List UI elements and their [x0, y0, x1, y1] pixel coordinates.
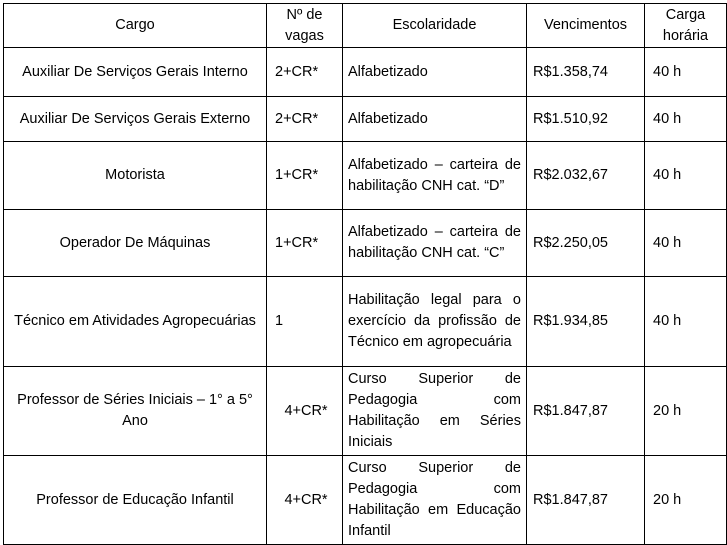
table-row: [4, 142, 727, 210]
header-vencimentos: Vencimentos: [527, 4, 645, 48]
cell-vagas: 1+CR*: [267, 210, 343, 277]
table-row: [4, 48, 727, 97]
cell-carga: 40 h: [645, 97, 727, 142]
cell-escolaridade: Alfabetizado: [343, 48, 527, 97]
cell-vencimentos: R$1.510,92: [527, 97, 645, 142]
cell-vagas: 1: [267, 277, 343, 367]
cell-carga: 40 h: [645, 48, 727, 97]
cell-cargo: Auxiliar De Serviços Gerais Interno: [4, 48, 267, 97]
cell-vagas: 2+CR*: [267, 97, 343, 142]
cell-vagas: 2+CR*: [267, 48, 343, 97]
cell-carga: 40 h: [645, 277, 727, 367]
cell-escolaridade: Habilitação legal para o exercício da profissão de Técnico em agropecuária: [343, 277, 527, 367]
header-carga: Carga horária: [645, 4, 727, 48]
table-row: [4, 367, 727, 456]
cell-vagas: 4+CR*: [267, 367, 343, 456]
cell-escolaridade: Alfabetizado – carteira de habilitação CNH cat. “C”: [343, 210, 527, 277]
header-cargo: Cargo: [4, 4, 267, 48]
table-row: [4, 456, 727, 545]
header-escolaridade: Escolaridade: [343, 4, 527, 48]
cell-cargo: Professor de Educação Infantil: [4, 456, 267, 545]
cell-cargo: Auxiliar De Serviços Gerais Externo: [4, 97, 267, 142]
cell-cargo: Motorista: [4, 142, 267, 210]
cell-escolaridade: Curso Superior de Pedagogia com Habilitação em Educação Infantil: [343, 456, 527, 545]
table-row: [4, 210, 727, 277]
table-row: [4, 277, 727, 367]
cell-vagas: 1+CR*: [267, 142, 343, 210]
cell-escolaridade: Alfabetizado – carteira de habilitação CNH cat. “D”: [343, 142, 527, 210]
cell-vencimentos: R$1.934,85: [527, 277, 645, 367]
cell-vencimentos: R$2.250,05: [527, 210, 645, 277]
cell-escolaridade: Curso Superior de Pedagogia com Habilitação em Séries Iniciais: [343, 367, 527, 456]
cell-carga: 40 h: [645, 210, 727, 277]
cell-cargo: Operador De Máquinas: [4, 210, 267, 277]
cell-cargo: Professor de Séries Iniciais – 1° a 5° Ano: [4, 367, 267, 456]
cell-vencimentos: R$1.847,87: [527, 367, 645, 456]
cell-carga: 20 h: [645, 456, 727, 545]
cell-vencimentos: R$1.358,74: [527, 48, 645, 97]
header-row: [4, 4, 727, 48]
positions-table: [3, 3, 727, 545]
cell-escolaridade: Alfabetizado: [343, 97, 527, 142]
table-row: [4, 97, 727, 142]
header-vagas: Nº de vagas: [267, 4, 343, 48]
cell-cargo: Técnico em Atividades Agropecuárias: [4, 277, 267, 367]
cell-vencimentos: R$2.032,67: [527, 142, 645, 210]
cell-vagas: 4+CR*: [267, 456, 343, 545]
cell-carga: 20 h: [645, 367, 727, 456]
cell-carga: 40 h: [645, 142, 727, 210]
cell-vencimentos: R$1.847,87: [527, 456, 645, 545]
